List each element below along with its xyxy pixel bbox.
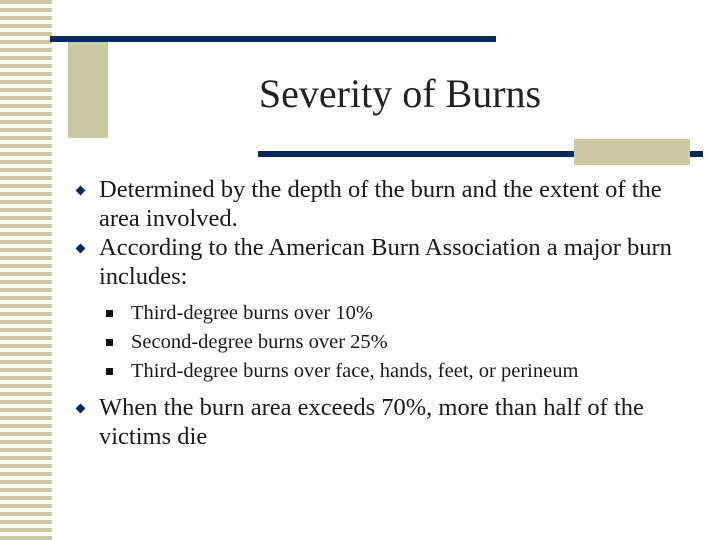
sub-bullet-text: Third-degree burns over 10% <box>131 302 373 324</box>
decorative-olive-block-bottom <box>574 139 690 165</box>
bullet-text: When the burn area exceeds 70%, more than half of the victims die <box>99 394 644 450</box>
decorative-olive-block-top <box>68 38 108 138</box>
sub-bullet-text: Third-degree burns over face, hands, feet, or perineum <box>131 360 579 382</box>
square-bullet-icon <box>106 339 113 346</box>
sub-bullet-item <box>76 357 706 386</box>
square-bullet-icon <box>106 368 113 375</box>
stripe-gap <box>52 0 68 540</box>
bullet-text: According to the American Burn Association a major burn includes: <box>99 234 672 290</box>
slide-title: Severity of Burns <box>258 71 542 116</box>
decorative-stripe-pattern <box>0 0 52 540</box>
sub-bullet-item <box>76 328 706 357</box>
title-rule-top <box>50 36 496 42</box>
diamond-bullet-icon <box>76 404 86 414</box>
diamond-bullet-icon <box>76 244 86 254</box>
sub-bullet-item <box>76 299 706 328</box>
bullet-item <box>76 176 706 233</box>
bullet-item <box>76 234 706 291</box>
sub-bullet-text: Second-degree burns over 25% <box>131 331 388 353</box>
square-bullet-icon <box>106 310 113 317</box>
diamond-bullet-icon <box>76 186 86 196</box>
sub-bullet-list <box>76 299 706 386</box>
bullet-item <box>76 394 706 451</box>
slide-body <box>76 176 706 452</box>
bullet-text: Determined by the depth of the burn and the extent of the area involved. <box>99 176 662 232</box>
